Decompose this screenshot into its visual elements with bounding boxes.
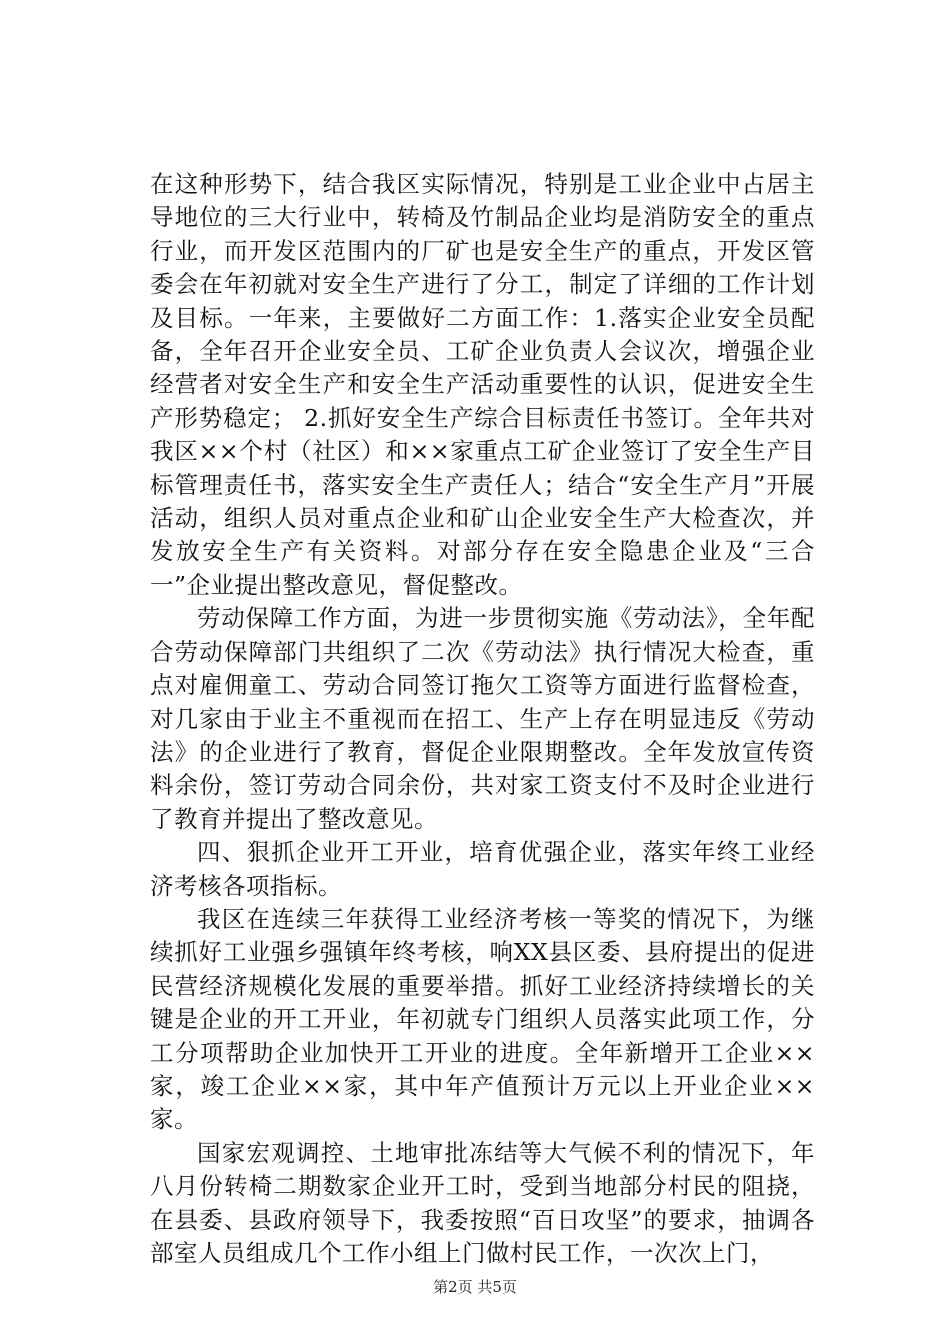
paragraph-macro-control: 国家宏观调控、土地审批冻结等大气候不利的情况下，年八月份转椅二期数家企业开工时，受到当地部分村民的阻挠，在县委、县政府领导下，我委按照“百日攻坚”的要求，抽调各部室人员组成几个工作小组上门做村民工作，一次次上门， <box>150 1138 815 1267</box>
paragraph-safety-production: 在这种形势下，结合我区实际情况，特别是工业企业中占居主导地位的三大行业中，转椅及竹制品企业均是消防安全的重点行业，而开发区范围内的厂矿也是安全生产的重点，开发区管委会在年初就对安全生产进行了分工，制定了详细的工作计划及目标。一年来，主要做好二方面工作：1.落实企业安全员配备，全年召开企业安全员、工矿企业负责人会议次，增强企业经营者对安全生产和安全生产活动重要性的认识，促进安全生产形势稳定； 2.抓好安全生产综合目标责任书签订。全年共对我区××个村（社区）和××家重点工矿企业签订了安全生产目标管理责任书，落实安全生产责任人；结合“安全生产月”开展活动，组织人员对重点企业和矿山企业安全生产大检查次，并发放安全生产有关资料。对部分存在安全隐患企业及“三合一”企业提出整改意见，督促整改。 <box>150 170 815 599</box>
paragraph-labor-security: 劳动保障工作方面，为进一步贯彻实施《劳动法》，全年配合劳动保障部门共组织了二次《劳动法》执行情况大检查，重点对雇佣童工、劳动合同签订拖欠工资等方面进行监督检查，对几家由于业主不重视而在招工、生产上存在明显违反《劳动法》的企业进行了教育，督促企业限期整改。全年发放宣传资料余份，签订劳动合同余份，共对家工资支付不及时企业进行了教育并提出了整改意见。 <box>150 604 815 833</box>
page-number-footer: 第2页 共5页 <box>433 1278 517 1296</box>
section-heading-four: 四、狠抓企业开工开业，培育优强企业，落实年终工业经济考核各项指标。 <box>150 838 815 900</box>
paragraph-industrial-assessment: 我区在连续三年获得工业经济考核一等奖的情况下，为继续抓好工业强乡强镇年终考核，响XX县区委、县府提出的促进民营经济规模化发展的重要举措。抓好工业经济持续增长的关键是企业的开工开业，年初就专门组织人员落实此项工作，分工分项帮助企业加快开工开业的进度。全年新增开工企业××家，竣工企业××家，其中年产值预计万元以上开业企业××家。 <box>150 904 815 1134</box>
document-body <box>150 168 815 1270</box>
